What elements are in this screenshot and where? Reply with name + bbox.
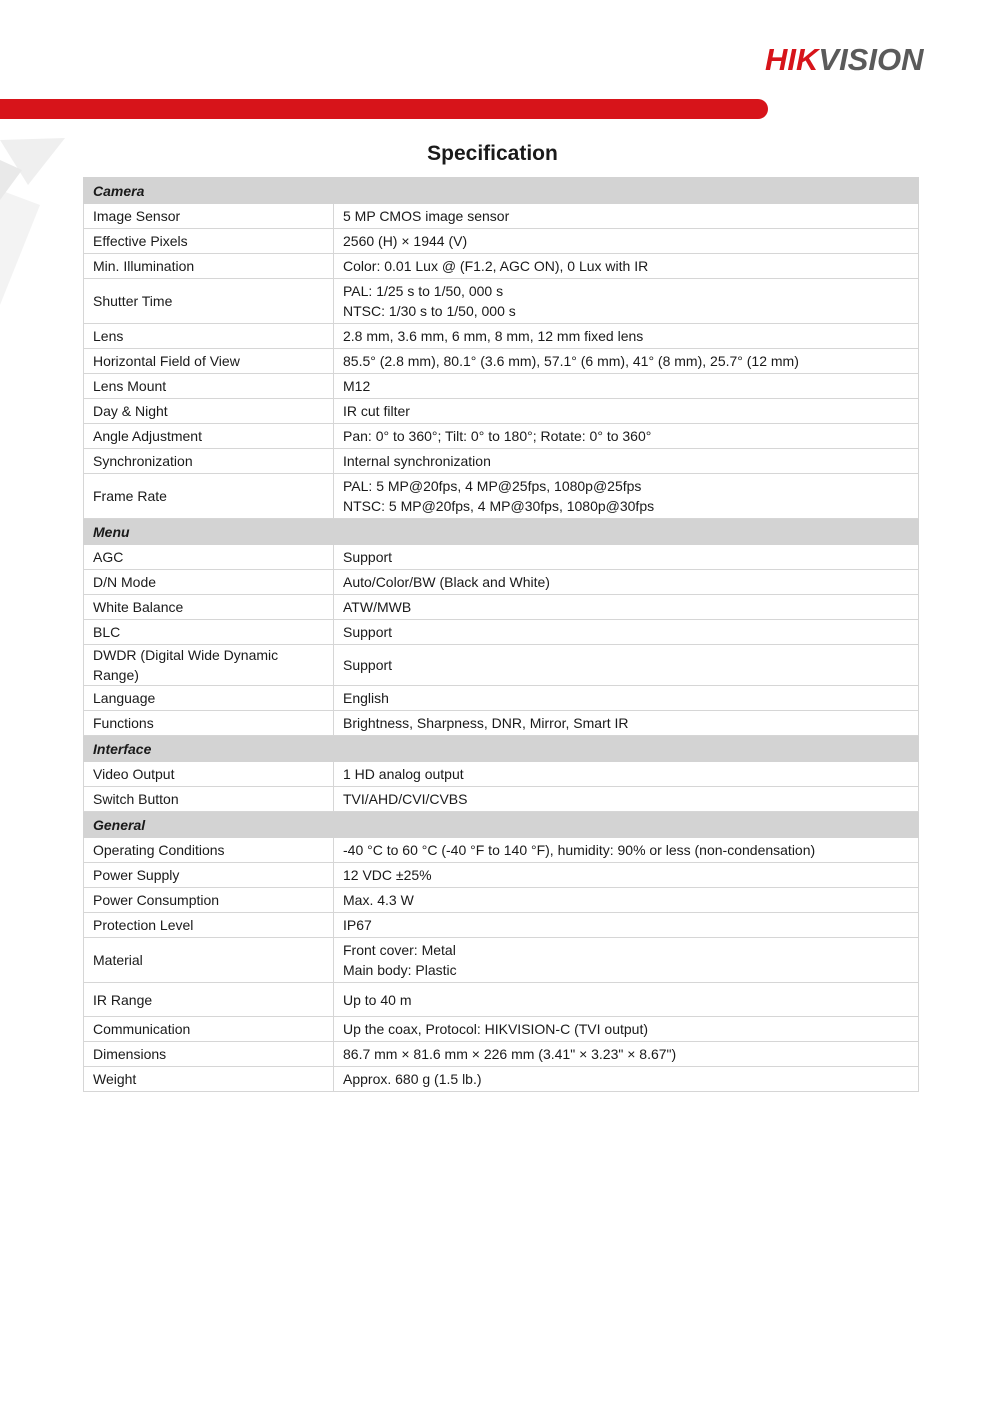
spec-label: Weight: [84, 1067, 334, 1092]
spec-value-line: English: [343, 690, 389, 706]
spec-value-line: Front cover: Metal: [343, 942, 456, 958]
spec-label: Shutter Time: [84, 279, 334, 324]
spec-value: [334, 254, 919, 279]
spec-value-line: Auto/Color/BW (Black and White): [343, 574, 550, 590]
spec-label: Min. Illumination: [84, 254, 334, 279]
spec-row: [84, 787, 919, 812]
spec-value-line: Up to 40 m: [343, 991, 412, 1008]
spec-row: [84, 863, 919, 888]
spec-row: [84, 324, 919, 349]
spec-row: [84, 938, 919, 983]
spec-value-line: TVI/AHD/CVI/CVBS: [343, 791, 468, 807]
spec-row: [84, 686, 919, 711]
spec-row: [84, 254, 919, 279]
spec-value-line: 85.5° (2.8 mm), 80.1° (3.6 mm), 57.1° (6 mm), 41° (8 mm), 25.7° (12 mm): [343, 353, 799, 369]
spec-label: Video Output: [84, 762, 334, 787]
spec-label: Lens Mount: [84, 374, 334, 399]
spec-label: Dimensions: [84, 1042, 334, 1067]
spec-value: [334, 374, 919, 399]
spec-value-line: 2560 (H) × 1944 (V): [343, 233, 468, 249]
spec-value-line: Up the coax, Protocol: HIKVISION-C (TVI output): [343, 1021, 648, 1037]
spec-value-line: Brightness, Sharpness, DNR, Mirror, Smart IR: [343, 715, 629, 731]
spec-label: AGC: [84, 545, 334, 570]
section-header-general: [84, 812, 919, 838]
spec-value: [334, 279, 919, 324]
spec-label: Angle Adjustment: [84, 424, 334, 449]
spec-value-line: Main body: Plastic: [343, 962, 457, 978]
spec-value: [334, 762, 919, 787]
spec-value-line: Support: [343, 549, 393, 565]
spec-value-line: 1 HD analog output: [343, 766, 464, 782]
spec-value-line: Pan: 0° to 360°; Tilt: 0° to 180°; Rotate: 0° to 360°: [343, 428, 652, 444]
spec-row: [84, 279, 919, 324]
spec-row: [84, 449, 919, 474]
spec-row: [84, 1017, 919, 1042]
section-header-camera: [84, 178, 919, 204]
spec-label: Switch Button: [84, 787, 334, 812]
hikvision-logo: [765, 40, 955, 80]
spec-row: [84, 711, 919, 736]
spec-value: [334, 349, 919, 374]
spec-label: White Balance: [84, 595, 334, 620]
spec-label: Frame Rate: [84, 474, 334, 519]
spec-label: BLC: [84, 620, 334, 645]
spec-value: [334, 863, 919, 888]
spec-label: D/N Mode: [84, 570, 334, 595]
logo-text-hik: HIK: [765, 42, 819, 77]
spec-value: [334, 1067, 919, 1092]
spec-label: Horizontal Field of View: [84, 349, 334, 374]
spec-label: IR Range: [84, 983, 334, 1017]
spec-value: [334, 620, 919, 645]
spec-value: [334, 595, 919, 620]
spec-label: Day & Night: [84, 399, 334, 424]
section-header-interface: [84, 736, 919, 762]
spec-value: [334, 686, 919, 711]
spec-label: Material: [84, 938, 334, 983]
spec-row: [84, 983, 919, 1017]
spec-value-line: Support: [343, 624, 393, 640]
spec-value-line: 5 MP CMOS image sensor: [343, 208, 510, 224]
spec-value-line: Support: [343, 657, 393, 673]
spec-value-line: Approx. 680 g (1.5 lb.): [343, 1071, 482, 1087]
spec-label: Protection Level: [84, 913, 334, 938]
section-header-menu: [84, 519, 919, 545]
spec-value-line: PAL: 5 MP@20fps, 4 MP@25fps, 1080p@25fps: [343, 478, 642, 494]
spec-value: [334, 1042, 919, 1067]
spec-value: [334, 449, 919, 474]
spec-row: [84, 620, 919, 645]
section-title: General: [84, 812, 919, 838]
spec-row: [84, 424, 919, 449]
spec-value-line: 86.7 mm × 81.6 mm × 226 mm (3.41" × 3.23" × 8.67"): [343, 1046, 677, 1062]
spec-value: [334, 938, 919, 983]
spec-row: [84, 645, 919, 686]
spec-value: [334, 913, 919, 938]
spec-row: [84, 595, 919, 620]
spec-value-line: M12: [343, 378, 371, 394]
spec-label: Operating Conditions: [84, 838, 334, 863]
spec-value: [334, 399, 919, 424]
spec-row: [84, 570, 919, 595]
header-red-bar: [0, 99, 768, 119]
spec-row: [84, 399, 919, 424]
spec-row: [84, 913, 919, 938]
spec-value: [334, 424, 919, 449]
spec-label: Image Sensor: [84, 204, 334, 229]
spec-value: [334, 983, 919, 1017]
spec-value-line: PAL: 1/25 s to 1/50, 000 s: [343, 283, 504, 299]
spec-row: [84, 838, 919, 863]
spec-label: Power Consumption: [84, 888, 334, 913]
spec-row: [84, 204, 919, 229]
spec-label: Power Supply: [84, 863, 334, 888]
spec-value: [334, 711, 919, 736]
page-title: Specification: [427, 142, 558, 165]
spec-value: [334, 1017, 919, 1042]
spec-value: [334, 888, 919, 913]
spec-row: [84, 1042, 919, 1067]
spec-row: [84, 349, 919, 374]
section-title: Camera: [84, 178, 919, 204]
spec-value: [334, 570, 919, 595]
spec-value: [334, 229, 919, 254]
spec-value: [334, 545, 919, 570]
spec-value-line: Internal synchronization: [343, 453, 491, 469]
spec-row: [84, 545, 919, 570]
spec-label: Effective Pixels: [84, 229, 334, 254]
spec-row: [84, 888, 919, 913]
spec-value-line: Max. 4.3 W: [343, 892, 414, 908]
spec-table: [83, 177, 919, 1092]
spec-value-line: -40 °C to 60 °C (-40 °F to 140 °F), humidity: 90% or less (non-condensation): [343, 842, 816, 858]
spec-row: [84, 762, 919, 787]
spec-value-line: IP67: [343, 917, 372, 933]
spec-value-line: ATW/MWB: [343, 599, 412, 615]
spec-value-line: 2.8 mm, 3.6 mm, 6 mm, 8 mm, 12 mm fixed lens: [343, 328, 644, 344]
spec-value: [334, 787, 919, 812]
spec-value-line: Color: 0.01 Lux @ (F1.2, AGC ON), 0 Lux with IR: [343, 258, 649, 274]
spec-row: [84, 474, 919, 519]
spec-value-line: IR cut filter: [343, 403, 410, 419]
spec-label: Language: [84, 686, 334, 711]
spec-row: [84, 1067, 919, 1092]
spec-value: [334, 838, 919, 863]
section-title: Menu: [84, 519, 919, 545]
spec-label: Lens: [84, 324, 334, 349]
logo-text-vision: VISION: [818, 42, 924, 77]
spec-value: [334, 324, 919, 349]
spec-value-line: 12 VDC ±25%: [343, 867, 432, 883]
spec-value-line: NTSC: 1/30 s to 1/50, 000 s: [343, 303, 516, 319]
spec-label: Functions: [84, 711, 334, 736]
spec-value-line: NTSC: 5 MP@20fps, 4 MP@30fps, 1080p@30fps: [343, 498, 655, 514]
spec-row: [84, 374, 919, 399]
spec-label: Synchronization: [84, 449, 334, 474]
spec-value: [334, 474, 919, 519]
spec-label: DWDR (Digital Wide Dynamic Range): [84, 645, 334, 686]
spec-row: [84, 229, 919, 254]
spec-value: [334, 645, 919, 686]
spec-label: Communication: [84, 1017, 334, 1042]
section-title: Interface: [84, 736, 919, 762]
spec-value: [334, 204, 919, 229]
